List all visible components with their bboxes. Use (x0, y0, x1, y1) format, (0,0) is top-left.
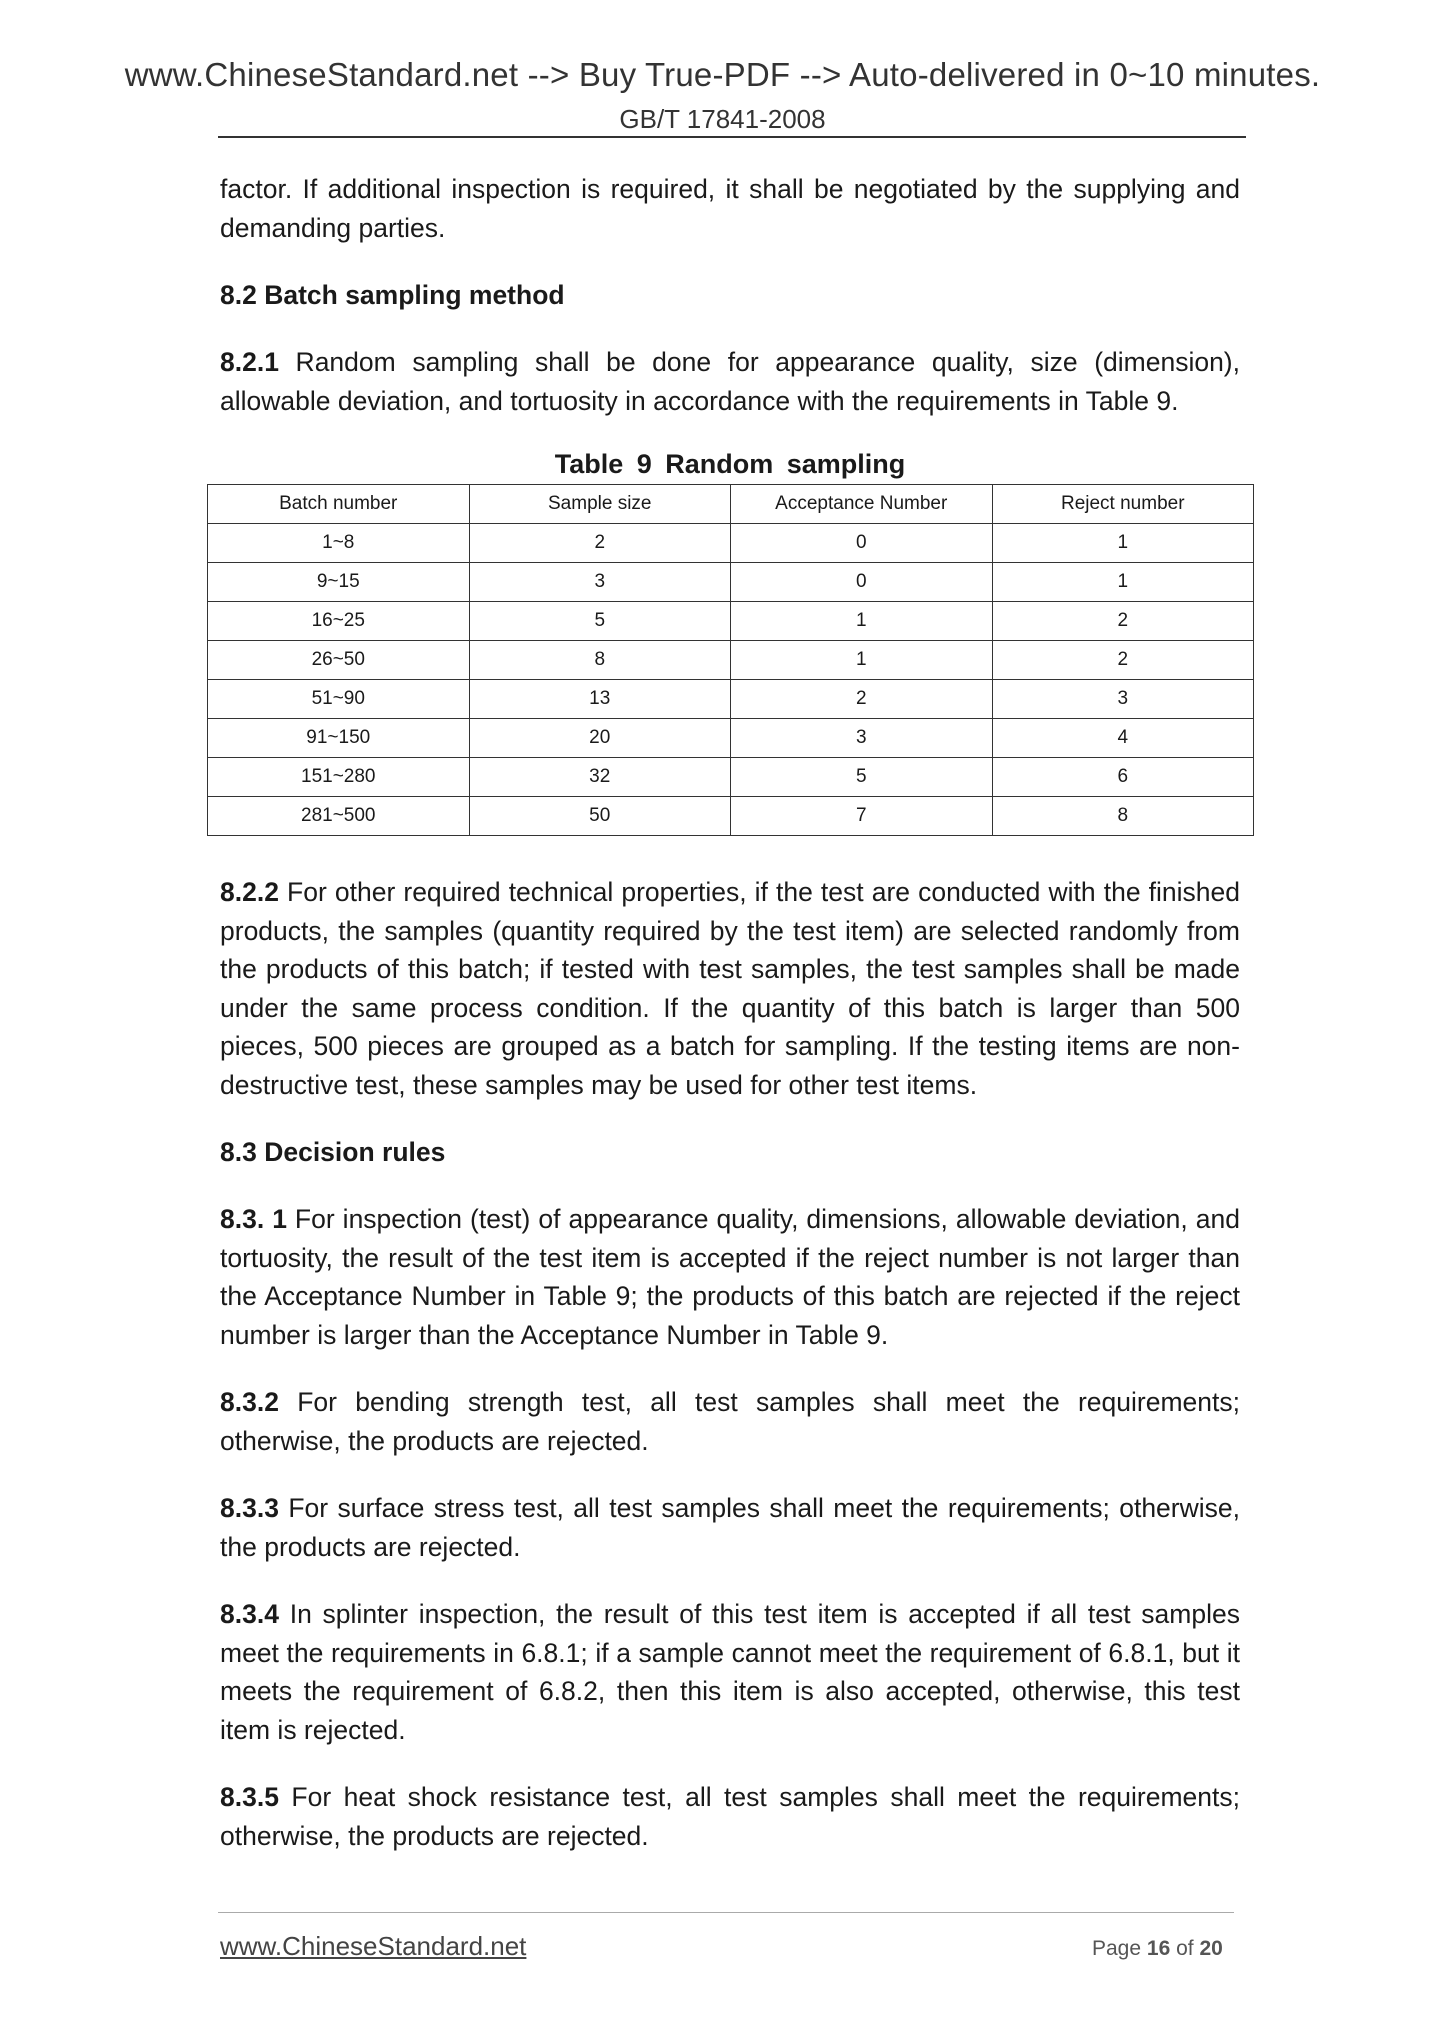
table-cell: 9~15 (208, 563, 470, 602)
clause-text: For heat shock resistance test, all test samples shall meet the requirements; otherwise, the products are rejected. (220, 1782, 1240, 1851)
section-heading-8-3: 8.3 Decision rules (220, 1137, 446, 1167)
page-of: of (1176, 1937, 1194, 1960)
clause-8-3-5 (220, 1778, 1240, 1855)
clause-text: For inspection (test) of appearance quality, dimensions, allowable deviation, and tortuosity, the result of the test item is accepted if the reject number is not larger than the Acceptance Number in Table 9; the products of this batch are rejected if the reject number is larger than the Acceptance Number in Table 9. (220, 1204, 1240, 1350)
table-cell: 1 (731, 602, 993, 641)
table-cell: 5 (469, 602, 731, 641)
table-cell: 3 (992, 680, 1254, 719)
table-cell: 1 (992, 524, 1254, 563)
page-total: 20 (1199, 1937, 1223, 1960)
table-cell: 6 (992, 758, 1254, 797)
table-row (208, 602, 1254, 641)
clause-8-2-1 (220, 343, 1240, 420)
table-cell: 281~500 (208, 797, 470, 836)
clause-text: For surface stress test, all test samples shall meet the requirements; otherwise, the products are rejected. (220, 1493, 1240, 1562)
table-cell: 8 (469, 641, 731, 680)
standard-code: GB/T 17841-2008 (619, 104, 826, 134)
table-cell: 4 (992, 719, 1254, 758)
table-9-title: Table 9 Random sampling (554, 449, 906, 479)
intro-paragraph: factor. If additional inspection is required, it shall be negotiated by the supplying and demanding parties. (220, 174, 1240, 243)
table-cell: 26~50 (208, 641, 470, 680)
table-cell: 16~25 (208, 602, 470, 641)
table-cell: 1 (731, 641, 993, 680)
clause-number: 8.2.2 (220, 877, 279, 907)
table-header-row (208, 485, 1254, 524)
clause-text: Random sampling shall be done for appearance quality, size (dimension), allowable deviation, and tortuosity in accordance with the requirements in Table 9. (220, 347, 1240, 416)
column-header: Sample size (469, 485, 731, 524)
page-indicator (1092, 1937, 1223, 1961)
table-row (208, 641, 1254, 680)
clause-8-3-3 (220, 1489, 1240, 1566)
table-cell: 1 (992, 563, 1254, 602)
clause-8-3-1 (220, 1200, 1240, 1354)
clause-8-3-2 (220, 1383, 1240, 1460)
table-9 (207, 484, 1254, 836)
table-cell: 50 (469, 797, 731, 836)
header-divider (218, 136, 1246, 138)
table-row (208, 524, 1254, 563)
clause-number: 8.2.1 (220, 347, 279, 377)
clause-8-3-4 (220, 1595, 1240, 1749)
table-cell: 8 (992, 797, 1254, 836)
column-header: Acceptance Number (731, 485, 993, 524)
table-cell: 2 (469, 524, 731, 563)
table-cell: 0 (731, 524, 993, 563)
table-cell: 20 (469, 719, 731, 758)
table-cell: 1~8 (208, 524, 470, 563)
table-9-wrapper (207, 484, 1254, 836)
table-cell: 2 (731, 680, 993, 719)
page-label: Page (1092, 1937, 1142, 1960)
footer-site-link[interactable]: www.ChineseStandard.net (220, 1931, 527, 1961)
footer-divider (218, 1912, 1234, 1913)
clause-text: For other required technical properties, if the test are conducted with the finished products, the samples (quantity required by the test item) are selected randomly from the products of this batch; if tested with test samples, the test samples shall be made under the same process condition. If the quantity of this batch is larger than 500 pieces, 500 pieces are grouped as a batch for sampling. If the testing items are non-destructive test, these samples may be used for other test items. (220, 877, 1240, 1100)
table-cell: 2 (992, 602, 1254, 641)
clause-number: 8.3. 1 (220, 1204, 287, 1234)
clause-number: 8.3.4 (220, 1599, 279, 1629)
clause-number: 8.3.2 (220, 1387, 279, 1417)
table-cell: 13 (469, 680, 731, 719)
clause-text: In splinter inspection, the result of this test item is accepted if all test samples meet the requirements in 6.8.1; if a sample cannot meet the requirement of 6.8.1, but it meets the requirement of 6.8.2, then this item is also accepted, otherwise, this test item is rejected. (220, 1599, 1240, 1745)
table-cell: 91~150 (208, 719, 470, 758)
column-header: Reject number (992, 485, 1254, 524)
column-header: Batch number (208, 485, 470, 524)
clause-number: 8.3.3 (220, 1493, 279, 1523)
clause-text: For bending strength test, all test samples shall meet the requirements; otherwise, the products are rejected. (220, 1387, 1240, 1456)
table-cell: 32 (469, 758, 731, 797)
table-cell: 151~280 (208, 758, 470, 797)
page-current: 16 (1146, 1937, 1171, 1960)
table-cell: 2 (992, 641, 1254, 680)
header-banner[interactable]: www.ChineseStandard.net --> Buy True-PDF --> Auto-delivered in 0~10 minutes. (124, 56, 1321, 93)
table-cell: 3 (731, 719, 993, 758)
table-cell: 7 (731, 797, 993, 836)
table-row (208, 797, 1254, 836)
page-content (220, 170, 1240, 1884)
clause-number: 8.3.5 (220, 1782, 279, 1812)
section-heading-8-2: 8.2 Batch sampling method (220, 280, 565, 310)
table-cell: 51~90 (208, 680, 470, 719)
table-row (208, 680, 1254, 719)
table-cell: 5 (731, 758, 993, 797)
table-cell: 0 (731, 563, 993, 602)
table-cell: 3 (469, 563, 731, 602)
table-spacer (220, 836, 1240, 873)
table-row (208, 719, 1254, 758)
table-row (208, 758, 1254, 797)
clause-8-2-2 (220, 873, 1240, 1104)
table-row (208, 563, 1254, 602)
